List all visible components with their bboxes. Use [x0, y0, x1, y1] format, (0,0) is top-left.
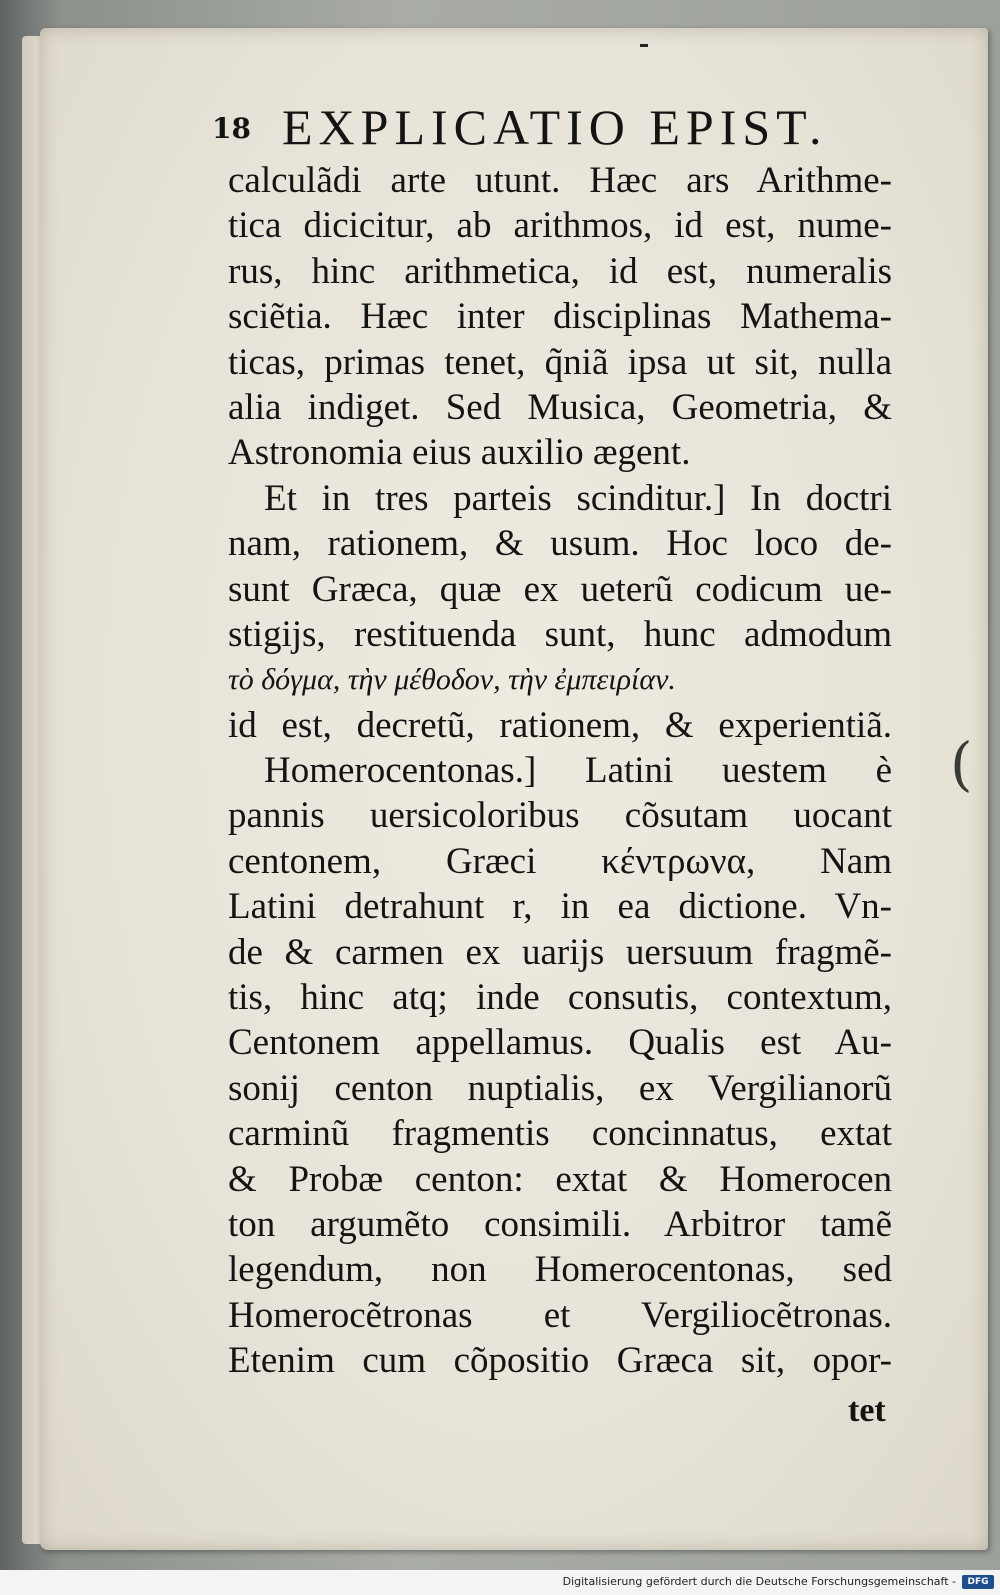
text-line: alia indiget. Sed Musica, Geometria, &: [228, 386, 892, 428]
funding-note: Digitalisierung gefördert durch die Deutsche Forschungsgemeinschaft -: [562, 1575, 956, 1588]
text-line: Latini detrahunt r, in ea dictione. Vn-: [228, 886, 892, 928]
text-line: Etenim cum cõpositio Græca sit, opor-: [228, 1340, 892, 1382]
margin-mark: (: [950, 730, 973, 798]
text-line: rus, hinc arithmetica, id est, numeralis: [228, 250, 892, 292]
text-line: Centonem appellamus. Qualis est Au-: [228, 1022, 892, 1064]
dfg-logo: DFG: [962, 1575, 994, 1589]
page-header: [212, 98, 852, 154]
catchword: tet: [848, 1392, 886, 1429]
text-line: Homerocentonas.] Latini uestem è: [264, 750, 892, 792]
text-line: tis, hinc atq; inde consutis, contextum,: [228, 977, 892, 1019]
text-line: legendum, non Homerocentonas, sed: [228, 1249, 892, 1291]
text-line: nam, rationem, & usum. Hoc loco de-: [228, 523, 892, 565]
text-line: carminũ fragmentis concinnatus, extat: [228, 1113, 892, 1155]
text-line: ton argumẽto consimili. Arbitror tamẽ: [228, 1203, 892, 1245]
footer-bar: [0, 1570, 1000, 1595]
text-line: sunt Græca, quæ ex ueterũ codicum ue-: [228, 568, 892, 610]
text-line: de & carmen ex uarijs uersuum fragmẽ-: [228, 931, 892, 973]
text-line: id est, decretũ, rationem, & experientiã.: [228, 704, 892, 746]
text-line: tica dicicitur, ab arithmos, id est, nume-: [228, 205, 892, 247]
text-line: calculãdi arte utunt. Hæc ars Arithme-: [228, 160, 892, 201]
text-line: sciẽtia. Hæc inter disciplinas Mathema-: [228, 296, 892, 338]
text-line: Homerocẽtronas et Vergiliocẽtronas.: [228, 1294, 892, 1336]
text-line: Astronomia eius auxilio ægent.: [228, 432, 691, 474]
body-text: [228, 158, 892, 1384]
text-line: Et in tres parteis scinditur.] In doctri: [264, 477, 892, 519]
text-line: pannis uersicoloribus cõsutam uocant: [228, 795, 892, 837]
text-line: centonem, Græci κέντρωνα, Nam: [228, 840, 892, 882]
text-line: & Probæ centon: extat & Homerocen: [228, 1158, 892, 1200]
text-line: ticas, primas tenet, q̃niã ipsa ut sit, nulla: [228, 341, 892, 383]
greek-line: τὸ δόγμα, τὴν μέθοδον, τὴν ἐμπειρίαν.: [228, 663, 676, 697]
text-line: stigijs, restituenda sunt, hunc admodum: [228, 613, 892, 655]
page-number: 18: [212, 112, 251, 145]
ink-mark: [640, 44, 648, 47]
running-title: EXPLICATIO EPIST.: [282, 99, 828, 155]
text-line: sonij centon nuptialis, ex Vergilianorũ: [228, 1067, 892, 1109]
